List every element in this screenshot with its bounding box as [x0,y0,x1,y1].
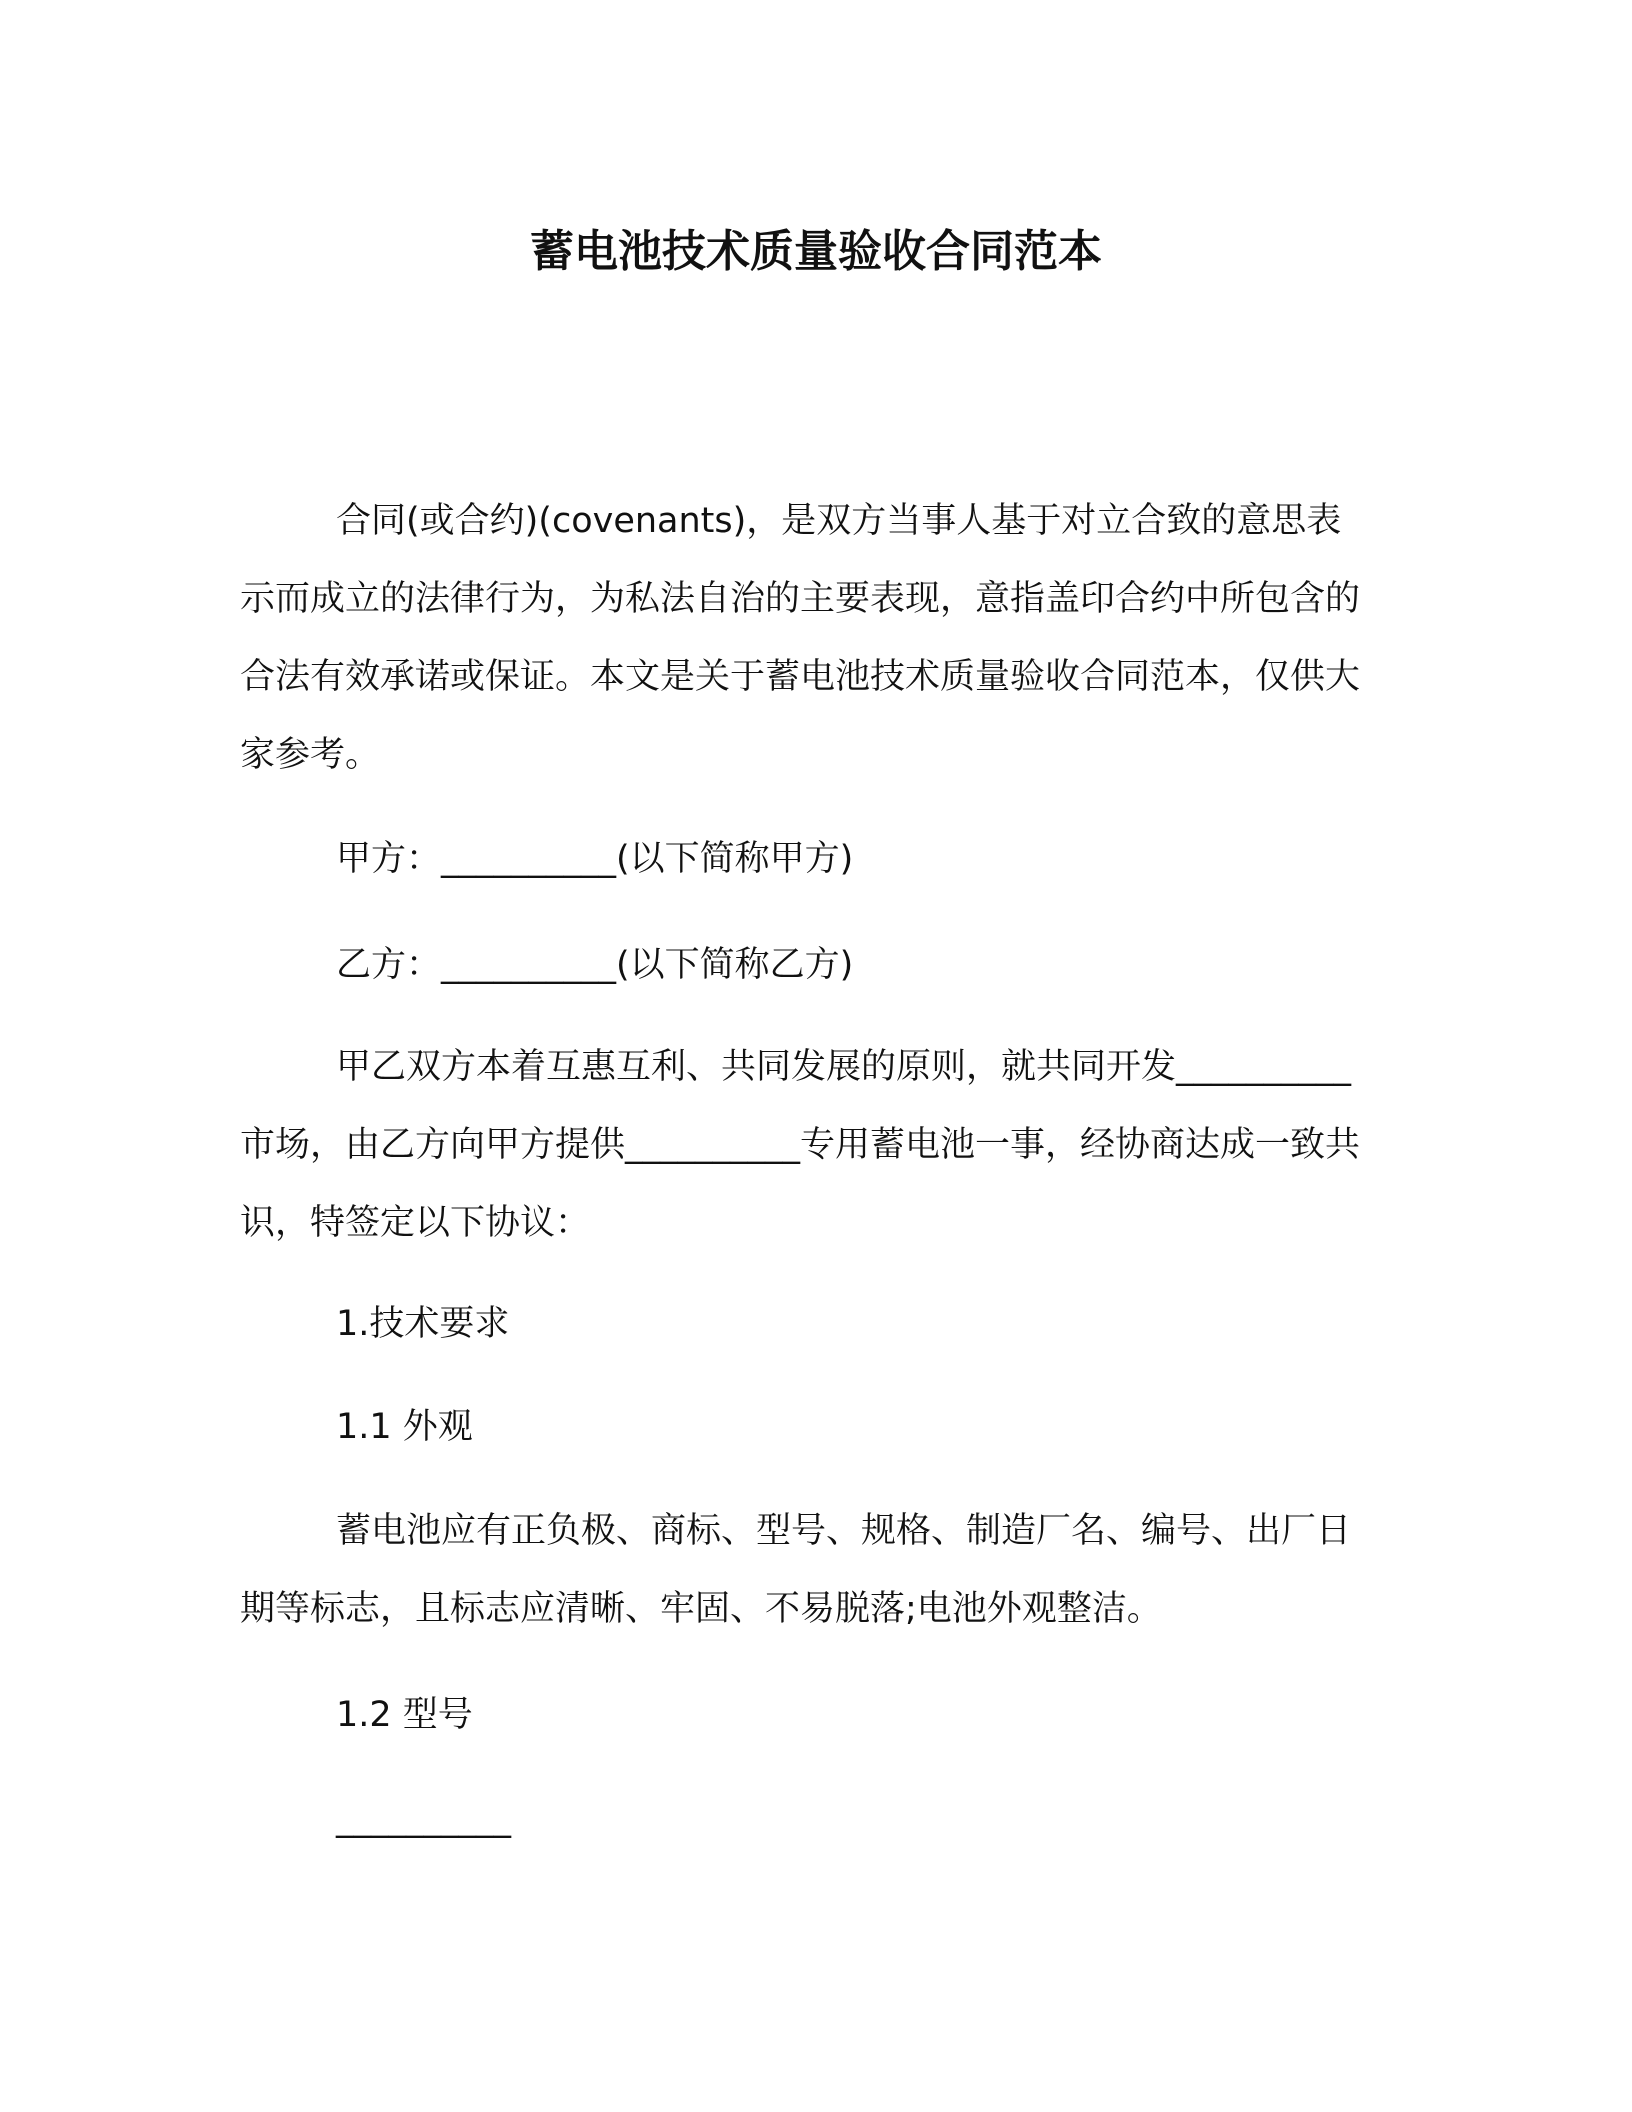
agreement-text: 甲乙双方本着互惠互利、共同发展的原则，就共同开发__________市场，由乙方向甲方提供__________专用蓄电池一事，经协商达成一致共识，特签定以下协议： [240,1047,1361,1243]
intro-text: 合同(或合约)(covenants)，是双方当事人基于对立合致的意思表示而成立的法律行为，为私法自治的主要表现，意指盖印合约中所包含的合法有效承诺或保证。本文是关于蓄电池技术质量验收合同范本，仅供大家参考。 [240,501,1361,775]
section-heading-technical-requirements [240,1285,1370,1363]
intro-paragraph [240,482,1370,794]
party-a-text: 甲方：__________(以下简称甲方) [336,839,854,879]
section-1-2-text: 1.2 型号 [336,1695,473,1735]
section-heading-appearance [240,1388,1370,1466]
section-1-1-text: 1.1 外观 [336,1407,473,1447]
section-heading-model [240,1676,1370,1754]
appearance-paragraph [240,1492,1370,1648]
party-a-line [240,820,1370,898]
agreement-paragraph [240,1028,1370,1262]
appearance-text: 蓄电池应有正负极、商标、型号、规格、制造厂名、编号、出厂日期等标志，且标志应清晰、牢固、不易脱落;电池外观整洁。 [240,1511,1352,1629]
party-b-text: 乙方：__________(以下简称乙方) [336,945,854,985]
party-b-line [240,926,1370,1004]
document-title: 蓄电池技术质量验收合同范本 [530,226,1102,277]
section-1-text: 1.技术要求 [336,1304,510,1344]
model-blank-line [240,1780,1370,1858]
model-blank-text: __________ [336,1799,511,1839]
